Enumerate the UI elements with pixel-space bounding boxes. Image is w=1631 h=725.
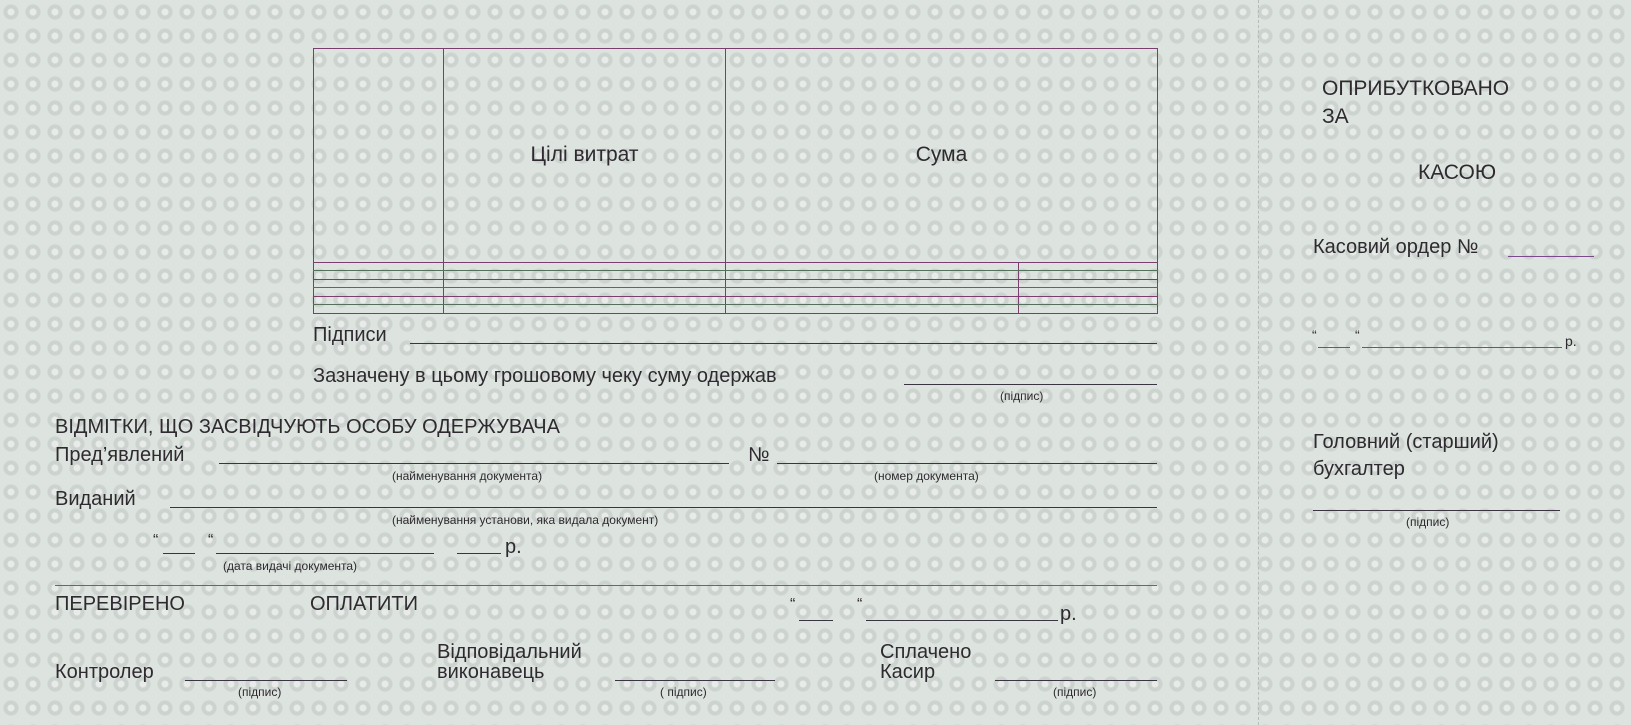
number-label: № [748, 444, 770, 466]
document-number-line[interactable] [777, 463, 1157, 464]
issue-year-suffix: р. [505, 536, 522, 558]
issue-month-line[interactable] [216, 553, 434, 554]
stub-year-suffix: р. [1565, 333, 1577, 349]
issued-label: Виданий [55, 488, 136, 510]
received-signature-caption: (підпис) [1000, 389, 1044, 403]
stub-order-number-line[interactable] [1508, 256, 1594, 257]
issue-date-quote-close: “ [208, 532, 214, 549]
table-row [314, 271, 1158, 280]
document-name-line[interactable] [219, 463, 729, 464]
table-header-purpose: Цілі витрат [444, 49, 726, 263]
issue-year-line[interactable] [457, 553, 501, 554]
cashier-signature-line[interactable] [995, 680, 1157, 681]
cashier-signature-caption: (підпис) [1053, 685, 1097, 699]
stub-month-line[interactable] [1362, 347, 1562, 348]
cashier-label: Касир [880, 661, 936, 683]
stub-quote-close: “ [1355, 327, 1360, 343]
received-signature-line[interactable] [904, 384, 1157, 385]
stub-quote-open: “ [1312, 327, 1317, 343]
pay-day-line[interactable] [799, 620, 833, 621]
table-header-sum: Сума [726, 49, 1158, 263]
issuer-caption: (найменування установи, яка видала документ) [392, 513, 659, 527]
document-name-caption: (найменування документа) [392, 469, 543, 483]
section-divider [55, 585, 1157, 586]
table-row [314, 288, 1158, 297]
responsible-signature-line[interactable] [615, 680, 775, 681]
expenses-table [313, 48, 1158, 314]
received-label: Зазначену в цьому грошовому чеку суму одержав [313, 365, 777, 387]
table-header-cell [314, 49, 444, 263]
controller-label: Контролер [55, 661, 154, 683]
controller-signature-caption: (підпис) [238, 685, 282, 699]
pay-year-suffix: р. [1060, 603, 1077, 625]
stub-accountant-signature-line[interactable] [1313, 510, 1560, 511]
stub-order-label: Касовий ордер № [1313, 236, 1479, 258]
presented-label: Пред’явлений [55, 444, 185, 466]
responsible-label-line2: виконавець [437, 661, 545, 683]
tear-off-separator [1258, 0, 1259, 725]
stub-cashbox: КАСОЮ [1418, 161, 1497, 184]
stub-day-line[interactable] [1318, 347, 1350, 348]
signatures-label: Підписи [313, 324, 387, 346]
issue-day-line[interactable] [163, 553, 195, 554]
table-row [314, 262, 1158, 271]
checked-label: ПЕРЕВІРЕНО [55, 593, 185, 615]
issuer-line[interactable] [170, 507, 1157, 508]
stub-accountant-line1: Головний (старший) [1313, 431, 1499, 453]
table-row [314, 305, 1158, 314]
stub-accountant-line2: бухгалтер [1313, 458, 1405, 480]
pay-date-quote-open: “ [790, 596, 796, 613]
signatures-line[interactable] [410, 343, 1157, 344]
controller-signature-line[interactable] [185, 680, 347, 681]
issue-date-caption: (дата видачі документа) [223, 559, 358, 573]
table-row [314, 279, 1158, 288]
table-row [314, 296, 1158, 305]
pay-date-quote-close: “ [857, 596, 863, 613]
stub-received-line1: ОПРИБУТКОВАНО [1322, 77, 1510, 100]
stub-accountant-signature-caption: (підпис) [1406, 515, 1450, 529]
paid-label: Сплачено [880, 641, 972, 663]
responsible-label-line1: Відповідальний [437, 641, 582, 663]
responsible-signature-caption: ( підпис) [660, 685, 707, 699]
pay-month-line[interactable] [866, 620, 1058, 621]
identity-title: ВІДМІТКИ, ЩО ЗАСВІДЧУЮТЬ ОСОБУ ОДЕРЖУВАЧА [55, 416, 560, 438]
issue-date-quote-open: “ [153, 532, 159, 549]
stub-received-line2: ЗА [1322, 105, 1349, 128]
pay-label: ОПЛАТИТИ [310, 593, 419, 615]
document-number-caption: (номер документа) [874, 469, 979, 483]
